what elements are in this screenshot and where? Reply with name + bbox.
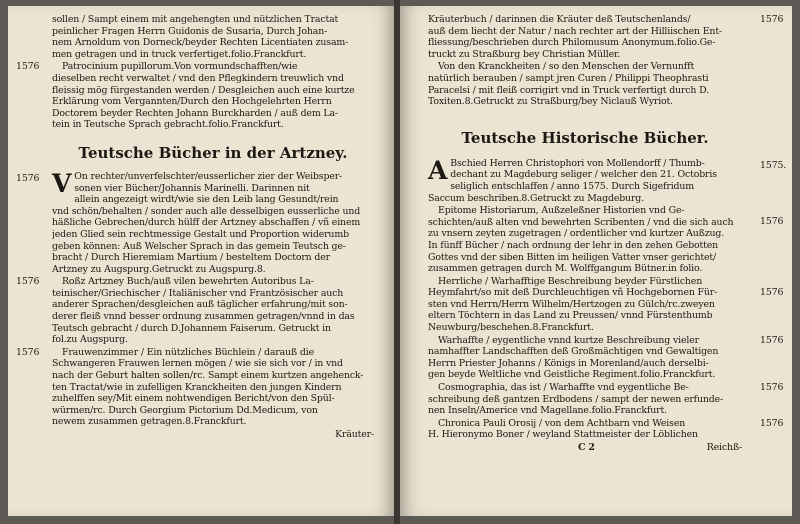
entry-rossz-artzney (16, 276, 374, 346)
entry-priester-johanns (428, 334, 784, 381)
text-line: Von den Kranckheiten / so den Menschen der Vernunfft (438, 61, 695, 73)
text-line: In fünff Bücher / nach ordnung der lehr in den zehen Gebotten (428, 239, 719, 251)
text-line: zuhelffen sey/Mit einem nohtwendigen Bericht/von den Spül- (52, 393, 335, 405)
text-line: peinlicher Fragen Herrn Guidonis de Susaria, Durch Johan- (52, 25, 328, 37)
entry-heymfahrt (428, 275, 784, 334)
text-line: bracht / Durch Hieremiam Martium / besteltem Doctorn der (52, 252, 330, 264)
text-line: Doctorem beyder Rechten Johann Burckharden / auß dem La- (52, 107, 338, 119)
year-marker: 1576 (760, 382, 784, 394)
page-footer (428, 442, 742, 454)
text-line: Neuwburg/beschehen.8.Franckfurt. (428, 322, 594, 334)
text-line: zusammen getragen durch M. Wolffgangum Bütner.in folio. (428, 263, 703, 275)
entry-kraeuterbuch (428, 14, 784, 60)
text-line: Paracelsi / mit fleiß corrigirt vnd in Truck verfertigt durch D. (428, 84, 709, 96)
text-line: schreibung deß gantzen Erdbodens / sampt der newen erfunde- (428, 393, 724, 405)
year-marker: 1576 (16, 61, 40, 73)
year-marker: 1576 (760, 216, 784, 228)
text-line: nen Inseln/Americe vnd Magellane.folio.Franckfurt. (428, 405, 667, 417)
text-line: Erklärung vom Vergannten/Durch den Hochgelehrten Herrn (52, 96, 332, 108)
text-line: teinischer/Griechischer / Italiänischer vnd Frantzösischer auch (52, 287, 344, 299)
text-line: Frauwenzimmer / Ein nützliches Büchlein / darauß die (62, 346, 314, 358)
catchword: Reichß- (706, 442, 742, 453)
entry-frauwenzimmer (16, 346, 374, 428)
year-marker: 1576 (760, 417, 784, 429)
text-line: Teutsch gebracht / durch D.Johannem Faiserum. Getruckt in (52, 322, 331, 334)
text-line: H. Hieronymo Boner / weyland Stattmeister der Löblichen (428, 429, 698, 441)
year-marker: 1575. (760, 159, 787, 171)
text-line: vnd schön/behalten / sonder auch alle desselbigen eusserliche und (52, 205, 361, 217)
text-line: Cosmographia, das ist / Warhaffte vnd eygentliche Be- (438, 382, 689, 394)
text-line: allein angezeigt wirdt/wie sie den Leib lang Gesundt/rein (74, 194, 339, 206)
text-line: fleissig mög fürgestanden werden / Desgleichen auch eine kurtze (52, 84, 355, 96)
text-line: nem Arnoldum von Dorneck/beyder Rechten Licentiaten zusam- (52, 37, 349, 49)
text-line: Toxiten.8.Getruckt zu Straßburg/bey Niclauß Wyriot. (428, 96, 673, 108)
text-line: schichten/auß alten vnd bewehrten Scribenten / vnd die sich auch (428, 216, 734, 228)
text-line: Roßz Artzney Buch/auß vilen bewehrten Autoribus La- (62, 276, 314, 288)
year-marker: 1576 (760, 334, 784, 346)
text-line: Epitome Historiarum, Außzeleßner Historien vnd Ge- (438, 205, 685, 217)
text-line: fol.zu Augspurg. (52, 334, 128, 346)
entry-cosmographia (428, 382, 784, 417)
year-marker: 1576 (760, 286, 784, 298)
text-line: nach der Geburt halten sollen/rc. Sampt einem kurtzen angehenck- (52, 370, 364, 382)
text-line: On rechter/unverfelschter/eusserlicher zier der Weibsper- (74, 170, 343, 182)
entry-paracelsus (428, 61, 742, 107)
signature-mark: C 2 (578, 442, 595, 453)
entry-marinelli (16, 168, 374, 275)
text-line: Saccum beschriben.8.Getruckt zu Magdeburg. (428, 192, 644, 204)
text-line: sten vnd Herrn/Herrn Wilhelm/Hertzogen zu Gülch/rc.zweyen (428, 298, 715, 310)
section-heading: Teutsche Historische Bücher. (461, 128, 709, 147)
text-line: sonen vier Bücher/Johannis Marinelli. Darinnen nit (74, 182, 310, 194)
text-line: Schwangeren Frauwen lernen mögen / wie sie sich vor / in vnd (52, 358, 343, 370)
entry-epitome (428, 205, 784, 275)
text-line: truckt zu Straßburg bey Christian Müller. (428, 48, 621, 60)
text-line: ten Tractat/wie in zufelligen Kranckheiten den jungen Kindern (52, 381, 342, 393)
text-line: Warhaffte / eygentliche vnnd kurtze Beschreibung vieler (438, 334, 699, 346)
section-heading: Teutsche Bücher in der Artzney. (78, 143, 348, 162)
text-line: eltern Töchtern in das Land zu Preussen/ vnnd Fürstenthumb (428, 310, 713, 322)
entry-mollendorff (428, 155, 787, 204)
text-line: jeden Glied sein rechtmessige Gestalt und Proportion widerumb (52, 228, 349, 240)
text-line: newem zusammen getragen.8.Franckfurt. (52, 416, 247, 428)
drop-initial: V (52, 168, 72, 198)
right-page (400, 6, 792, 516)
entry-orosius (428, 417, 784, 441)
text-line: Artzney zu Augspurg.Getruckt zu Augspurg.8. (52, 263, 266, 275)
year-marker: 1576 (760, 14, 784, 25)
left-page-text (16, 14, 374, 441)
drop-initial: A (428, 155, 448, 185)
text-line: natürlich berauben / sampt jren Curen / Philippi Theophrasti (428, 72, 709, 84)
text-line: häßliche Gebrechen/durch hülff der Artzney abschaffen / vñ einem (52, 217, 361, 229)
year-marker: 1576 (16, 276, 40, 288)
text-line: anderer Sprachen/desgleichen auß täglicher erfahrung/mit son- (52, 299, 348, 311)
text-line: geben können: Auß Welscher Sprach in das gemein Teutsch ge- (52, 240, 346, 252)
text-line: Chronica Pauli Orosij / von dem Achtbarn vnd Weisen (438, 417, 686, 429)
text-line: derer fleiß vnnd besser ordnung zusammen getragen/vnnd in das (52, 311, 355, 323)
text-line: auß dem liecht der Natur / nach rechter art der Hilliischen Ent- (428, 25, 722, 37)
intro-entry (52, 14, 374, 60)
entry-patrocinium (16, 61, 374, 131)
text-line: Bschied Herren Christophori von Mollendorff / Thumb- (450, 157, 705, 169)
text-line: Patrocinium pupillorum.Von vormundschafften/wie (62, 61, 298, 73)
text-line: sollen / Sampt einem mit angehengten und nützlichen Tractat (52, 14, 339, 25)
year-marker: 1576 (16, 172, 40, 184)
text-line: dieselben recht verwaltet / vnd den Pflegkindern treuwlich vnd (52, 72, 344, 84)
text-line: tein in Teutsche Sprach gebracht.folio.Franckfurt. (52, 119, 284, 131)
text-line: zu vnsern zeyten zugetragen / ordentlicher vnd kurtzer Außzug. (428, 228, 725, 240)
text-line: dechant zu Magdeburg seliger / welcher den 21. Octobris (450, 169, 717, 181)
text-line: fliessung/beschrieben durch Philomusum Anonymum.folio.Ge- (428, 37, 716, 49)
year-marker: 1576 (16, 346, 40, 358)
text-line: namhaffter Landschafften deß Großmächtigen vnd Gewaltigen (428, 346, 719, 358)
text-line: Herrn Priester Johanns / Königs in Morenland/auch derselbi- (428, 357, 709, 369)
text-line: men getragen und in truck verfertiget.folio.Franckfurt. (52, 48, 307, 60)
left-page (8, 6, 394, 516)
text-line: seliglich entschlaffen / anno 1575. Durch Sigefridum (450, 180, 695, 192)
text-line: Herrliche / Warhafftige Beschreibung beyder Fürstlichen (438, 275, 703, 287)
right-page-text (428, 14, 787, 454)
text-line: würmen/rc. Durch Georgium Pictorium Dd.Medicum, von (52, 404, 318, 416)
text-line: Kräuterbuch / darinnen die Kräuter deß Teutschenlands/ (428, 14, 691, 25)
catchword: Kräuter- (335, 429, 374, 440)
text-line: gen beyde Weltliche vnd Geistliche Regiment.folio.Franckfurt. (428, 369, 716, 381)
text-line: Heymfahrt/so mit deß Durchleuchtigen vñ Hochgebornen Für- (428, 287, 718, 299)
text-line: Gottes vnd der siben Bitten im heiligen Vatter vnser gerichtet/ (428, 251, 717, 263)
